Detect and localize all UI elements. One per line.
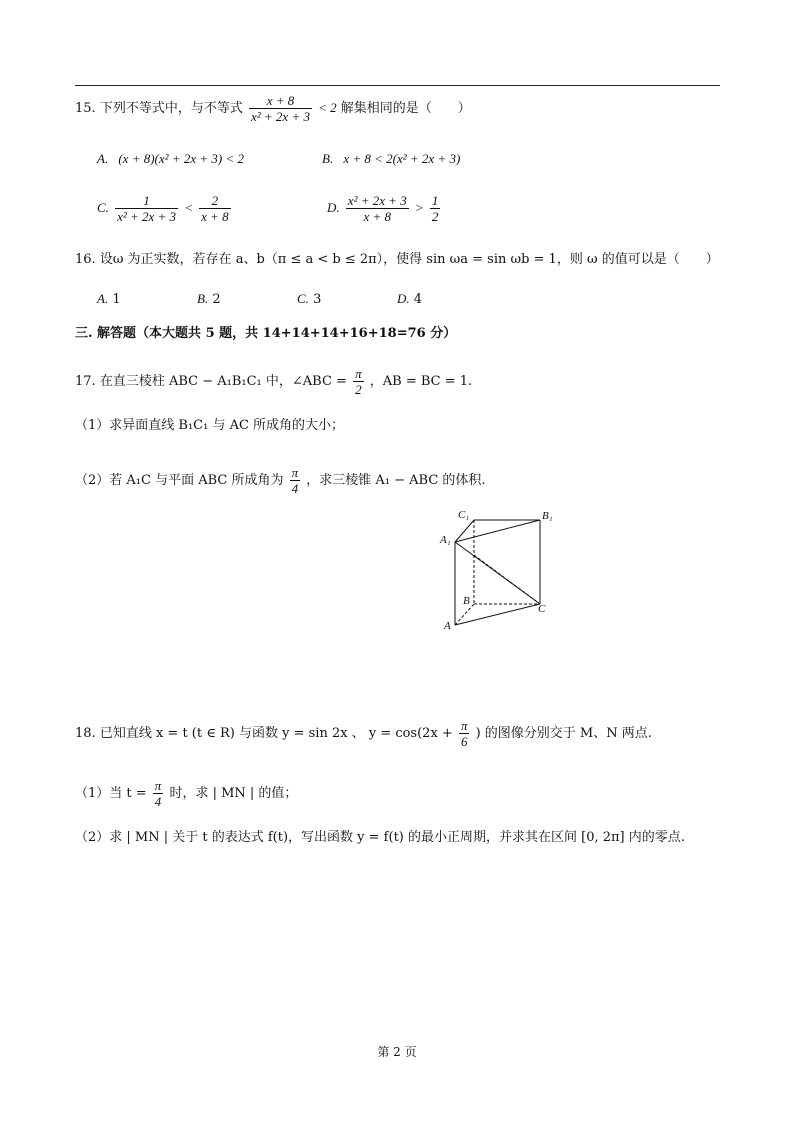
question-17-part-1: （1）求异面直线 B₁C₁ 与 AC 所成角的大小；: [75, 418, 345, 433]
option-text: 3: [313, 292, 322, 307]
stem-text: ，求三棱锥 A₁ − ABC 的体积.: [306, 473, 486, 488]
page-number: 第 2 页: [377, 1045, 417, 1059]
option-label: A.: [97, 151, 109, 166]
section-title: 三. 解答题（本大题共 5 题，共 14+14+14+16+18=76 分）: [75, 326, 457, 341]
option-text: 4: [413, 292, 423, 307]
fraction-denominator: 2: [431, 209, 439, 224]
stem-text: 设ω 为正实数，若存在 a、b（π ≤ a < b ≤ 2π），使得 sin ωa = sin ωb = 1，则 ω 的值可以是（ ）: [99, 252, 719, 267]
question-number: 18.: [75, 726, 96, 741]
label-b1: B₁: [542, 510, 553, 522]
question-number: 15.: [75, 101, 96, 116]
option-d: [327, 193, 442, 224]
label-b: B: [463, 595, 470, 607]
option-label: D.: [327, 200, 340, 215]
header-rule: [75, 85, 720, 86]
option-d: [397, 290, 422, 309]
option-c: [297, 290, 321, 309]
label-c: C: [538, 603, 546, 615]
stem-text: 解集相同的是（ ）: [340, 101, 471, 116]
fraction-denominator: x + 8: [201, 209, 229, 224]
option-label: C.: [97, 200, 109, 215]
fraction-denominator: 4: [291, 481, 299, 496]
option-text: 2: [212, 292, 221, 307]
option-text: x + 8 < 2(x² + 2x + 3): [343, 151, 461, 166]
option-text: 1: [112, 292, 121, 307]
stem-text: （2）若 A₁C 与平面 ABC 所成角为: [75, 473, 284, 488]
option-label: B.: [197, 291, 209, 306]
fraction: [430, 193, 441, 224]
option-text: (x + 8)(x² + 2x + 3) < 2: [118, 151, 244, 166]
option-a: [97, 150, 244, 169]
fraction-denominator: 6: [460, 734, 468, 749]
fraction-numerator: 1: [431, 193, 439, 208]
option-c: [97, 193, 233, 224]
fraction: [153, 778, 164, 809]
fraction-numerator: 1: [115, 193, 178, 209]
option-a: [97, 290, 121, 309]
inequality-sign: >: [414, 200, 424, 215]
question-15-stem: [75, 93, 471, 124]
question-number: 17.: [75, 374, 96, 389]
option-label: C.: [297, 291, 309, 306]
prism-figure: [430, 505, 570, 635]
edge-a-c: [455, 604, 540, 625]
question-18-part-2: （2）求 | MN | 关于 t 的表达式 f(t)，写出函数 y = f(t) 的最小正周期，并求其在区间 [0, 2π] 内的零点.: [75, 830, 685, 845]
fraction: [199, 193, 231, 224]
question-18-stem: [75, 718, 652, 749]
stem-text: 已知直线 x = t (t ∈ R) 与函数 y = sin 2x 、 y = cos(2x +: [99, 726, 453, 741]
stem-text: ) 的图像分别交于 M、N 两点.: [475, 726, 652, 741]
label-a: A: [444, 620, 451, 632]
option-label: A.: [97, 291, 109, 306]
fraction-denominator: x² + 2x + 3: [117, 209, 177, 224]
option-label: B.: [322, 151, 334, 166]
fraction: [459, 718, 470, 749]
question-17-part-2: [75, 465, 486, 496]
fraction: [290, 465, 301, 496]
edge-a1-b1: [455, 520, 540, 542]
question-number: 16.: [75, 252, 96, 267]
option-label: D.: [397, 291, 410, 306]
edge-a-b: [455, 604, 474, 625]
label-a1: A₁: [440, 534, 451, 546]
fraction-numerator: x + 8: [249, 93, 312, 109]
fraction-numerator: π: [460, 718, 468, 733]
option-b: [197, 290, 221, 309]
inequality-sign: <: [184, 200, 193, 215]
question-18-part-1: [75, 778, 297, 809]
fraction-denominator: x² + 2x + 3: [250, 109, 310, 124]
option-b: [322, 150, 460, 169]
stem-text: 在直三棱柱 ABC − A₁B₁C₁ 中，∠ABC =: [99, 374, 347, 389]
fraction-denominator: 2: [355, 382, 362, 397]
stem-text: 时，求 | MN | 的值；: [169, 786, 298, 801]
fraction-numerator: 2: [199, 193, 231, 209]
fraction-numerator: π: [154, 778, 162, 793]
fraction: [353, 366, 364, 397]
question-17-stem: [75, 366, 472, 397]
fraction: [346, 193, 409, 224]
fraction-denominator: x + 8: [363, 209, 392, 224]
question-16-stem: [75, 251, 719, 269]
fraction: [249, 93, 312, 124]
fraction-numerator: π: [355, 366, 362, 381]
fraction-numerator: x² + 2x + 3: [347, 193, 407, 208]
edge-c1-a1: [455, 520, 474, 542]
fraction-denominator: 4: [154, 794, 162, 809]
stem-text: 下列不等式中，与不等式: [99, 101, 243, 116]
stem-text: （1）当 t =: [75, 786, 147, 801]
inequality-sign: < 2: [318, 100, 337, 115]
stem-text: ，AB = BC = 1.: [369, 374, 473, 389]
fraction-numerator: π: [291, 465, 299, 480]
label-c1: C₁: [458, 509, 470, 521]
fraction: [115, 193, 178, 224]
